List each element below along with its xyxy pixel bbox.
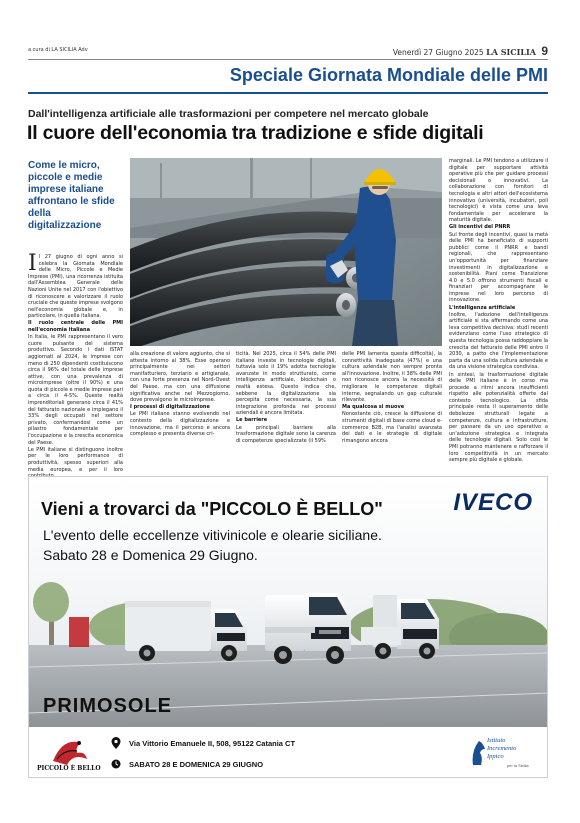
event-when: SABATO 28 E DOMENICA 29 GIUGNO (129, 760, 264, 769)
article-photo (130, 158, 442, 346)
article-column-2 (130, 351, 230, 438)
paragraph: In sintesi, la trasformazione digitale delle PMI italiane è in corso ma procede a ritmi ancora insufficienti rispetto alle potenzialità offerte dal contesto tecnologico. La sfida principale resta il superamento delle debolezze strutturali legate a competenze, cultura e infrastrutture, per passare da un uso operativo a un'adozione strategica e integrata delle tecnologie digitali. Solo così le PMI potranno mantenere e rafforzare il loro competitività in un mercato sempre più digitale e globale. (449, 371, 548, 464)
subheading: Gli incentivi del PNRR (449, 224, 511, 231)
article-column-5 (449, 158, 548, 464)
masthead-credit: a cura di LA SICILIA Adv (28, 47, 88, 53)
horse-head-icon (469, 737, 487, 767)
article-kicker: Dall'intelligenza artificiale alle trasformazioni per competere nel mercato globale (28, 108, 429, 120)
advertisement (28, 476, 548, 778)
location-pin-icon (111, 737, 121, 749)
institute-region: per la Sicilia (507, 763, 529, 768)
section-header (28, 63, 548, 91)
institute-line: Incremento (487, 745, 517, 752)
event-logo-text: PICCOLO È BELLO (37, 765, 101, 772)
ad-footer (29, 727, 548, 778)
masthead (28, 44, 548, 58)
ad-subline: L'evento delle eccellenze vitivinicole e olearie siciliane. (43, 527, 382, 543)
ad-headline: Vieni a trovarci da "PICCOLO È BELLO" (41, 499, 383, 519)
paragraph: Nonostante ciò, cresce la diffusione di strumenti digitali di base come cloud e-commerce B2B, ma l'analisi avanzata dei dati e le strategie di digitale rimangono ancora (342, 411, 442, 444)
institute-line: Istituto (487, 737, 506, 744)
paragraph: alla creazione di valore aggiunto, che si attesta intorno al 38%. Esse operano principalmente nei settori manifatturiero, terziario e artigianale, con una forte presenza nel Nord-Ovest del Paese, ma con una diffusione significativa anche nel Mezzogiorno, dove prevalgono le microimprese. (130, 351, 230, 404)
subheading: Le barriere (236, 417, 268, 424)
paragraph: Le PMI italiane stanno evolvendo nel contesto della digitalizzazione e innovazione, ma il percorso è ancora complesso e presenta diverse cri- (130, 411, 230, 438)
section-title: Speciale Giornata Mondiale delle PMI (229, 65, 548, 85)
paragraph: marginali. Le PMI tendono a utilizzare il digitale per supportare attività operative più che per guidare processi decisionali o innovativi. La collaborazione con fornitori di tecnologia e altri attori dell'ecosistema innovativo (università, incubatori, poli tecnologici) è vista come una leva fondamentale per accelerare la maturità digitale. (449, 158, 548, 224)
masthead-date-block (393, 44, 548, 58)
subheading: I processi di digitalizzazione (130, 404, 210, 411)
factory-worker-photo (130, 158, 442, 346)
ad-dates: Sabato 28 e Domenica 29 Giugno. (43, 547, 258, 563)
iveco-logo: IVECO (453, 489, 533, 516)
drop-cap: I (28, 251, 37, 276)
article-deck: Come le micro, piccole e medie imprese italiane affrontano le sfide della digitalizzazione (28, 160, 115, 231)
article-column-3 (236, 351, 336, 445)
institute-line: Ippico (487, 753, 504, 760)
article-headline: Il cuore dell'economia tra tradizione e sfide digitali (27, 122, 484, 144)
paragraph: In Italia, le PMI rappresentano il vero cuore pulsante del sistema produttivo. Secondo i dati ISTAT aggiornati al 2024, le imprese con meno di 250 dipendenti costituiscono circa il 96% del totale delle imprese attive, con una prevalenza di microimprese (oltre il 90%) e una quota di piccole e medie imprese pari a circa il 4-5%. Queste realtà imprenditoriali generano circa il 41% del fatturato nazionale e impiegano il 33% degli occupati nel settore privato, confermandosi come un pilastro fondamentale per l'occupazione e la crescita economica del Paese. (28, 334, 123, 446)
masthead-paper-name: LA SICILIA (486, 47, 536, 57)
subheading: L'intelligenza artificiale (449, 304, 516, 311)
subheading: Il ruolo centrale delle PMI nell'economia italiana (28, 320, 123, 334)
section-rule (28, 92, 548, 94)
article-column-1 (28, 251, 123, 480)
clock-icon (111, 759, 121, 769)
masthead-rule (28, 59, 548, 60)
subheading: Ma qualcosa si muove (342, 404, 405, 411)
page-number: 9 (541, 44, 548, 58)
event-address: Via Vittorio Emanuele II, 508, 95122 Catania CT (129, 739, 296, 748)
paragraph: Inoltre, l'adozione dell'intelligenza artificiale si sta affermando come una leva competitiva decisiva: studi recenti evidenziano come l'uso strategico di questa tecnologia possa raddoppiare la crescita del fatturato delle PMI entro il 2030, a patto che l'implementazione parta da una solida cultura aziendale e da una visione strategica condivisa. (449, 311, 548, 371)
paragraph: Le PMI italiane si distinguono inoltre per le loro performance di produttività, spesso superiori alla media europea, e per il loro (28, 446, 123, 473)
institute-name (487, 737, 516, 761)
institute-logo (469, 731, 539, 775)
dealer-logo: PRIMOSOLE (43, 695, 173, 717)
masthead-date: Venerdì 27 Giugno 2025 (392, 48, 484, 57)
paragraph: Le principali barriere alla trasformazione digitale sono la carenza di competenze specializzate (il 59% (236, 424, 336, 444)
paragraph: delle PMI lamenta questa difficoltà), la connettività inadeguata (47%) e una cultura aziendale non sempre pronta all'innovazione. Inoltre, il 38% delle PMI non riconosce ancora la necessità di migliorare le competenze digitali interne, segnalando un gap culturale rilevante. (342, 351, 442, 404)
paragraph: Sul fronte degli incentivi, quasi la metà delle PMI ha beneficiato di supporti pubblici come il PNRR e bandi regionali, che rappresentano un'opportunità per finanziare investimenti in digitalizzazione e sostenibilità. Piani come Transizione 4.0 e 5.0 offrono strumenti fiscali e finanziari per accompagnare le imprese nel loro percorso di innovazione. (449, 231, 548, 304)
paragraph: l 27 giugno di ogni anno si celebra la Giornata Mondiale delle Micro, Piccole e Medie Imprese (PMI), una ricorrenza istituita dall'Assemblea Generale delle Nazioni Unite nel 2017 con l'obiettivo di riconoscere e valorizzare il ruolo cruciale che queste imprese svolgono nell'economia globale e, in particolare, in quella italiana. (28, 254, 123, 320)
article-column-4 (342, 351, 442, 445)
paragraph: ticità. Nel 2025, circa il 54% delle PMI italiane investe in tecnologie digitali, tuttavia solo il 19% adotta tecnologie avanzate in modo strutturato, come intelligenza artificiale, blockchain o realtà estesa. Questo indica che, sebbene la digitalizzazione sia percepita come necessaria, la sua integrazione profonda nei processi aziendali è ancora limitata. (236, 351, 336, 417)
